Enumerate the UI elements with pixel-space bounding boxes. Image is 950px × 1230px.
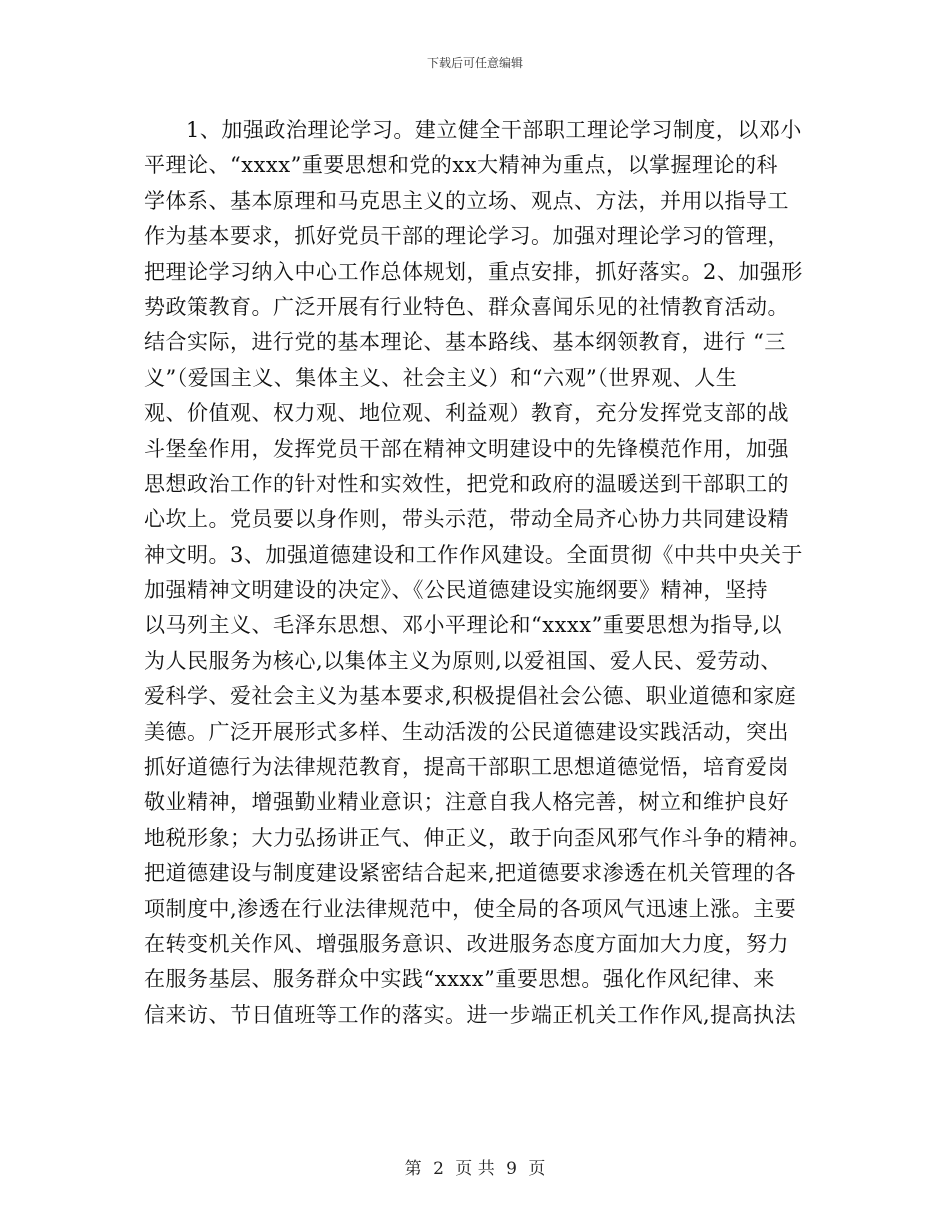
current-page-number: 2: [433, 1159, 444, 1179]
text-line: 观、价值观、权力观、地位观、利益观）教育，充分发挥党支部的战: [144, 401, 789, 426]
text-line: 敬业精神，增强勤业精业意识；注意自我人格完善，树立和维护良好: [144, 790, 789, 815]
text-line: 把理论学习纳入中心工作总体规划，重点安排，抓好落实。2、加强形: [144, 259, 803, 284]
text-line: 美德。广泛开展形式多样、生动活泼的公民道德建设实践活动，突出: [144, 719, 789, 744]
text-line: 项制度中,渗透在行业法律规范中，使全局的各项风气迅速上涨。主要: [144, 896, 797, 921]
text-line: 信来访、节日值班等工作的落实。进一步端正机关工作作风,提高执法: [144, 1002, 797, 1027]
text-line: 思想政治工作的针对性和实效性，把党和政府的温暖送到干部职工的: [144, 471, 789, 496]
text-line: 爱科学、爱社会主义为基本要求,积极提倡社会公德、职业道德和家庭: [144, 684, 797, 709]
text-line: 心坎上。党员要以身作则，带头示范，带动全局齐心协力共同建设精: [144, 507, 789, 532]
page-header: 下载后可任意编辑: [426, 56, 523, 70]
text-line: 结合实际，进行党的基本理论、基本路线、基本纲领教育，进行 “三: [144, 330, 786, 355]
text-line: 义”（爱国主义、集体主义、社会主义）和“六观”（世界观、人生: [144, 365, 738, 390]
text-line: 为人民服务为核心,以集体主义为原则,以爱祖国、爱人民、爱劳动、: [144, 648, 782, 673]
text-line: 平理论、“xxxx”重要思想和党的xx大精神为重点，以掌握理论的科: [144, 153, 779, 178]
text-line: 1、加强政治理论学习。建立健全干部职工理论学习制度，以邓小: [186, 118, 802, 142]
text-line: 抓好道德行为法律规范教育，提高干部职工思想道德觉悟，培育爱岗: [144, 755, 789, 780]
text-line: 在服务基层、服务群众中实践“xxxx”重要思想。强化作风纪律、来: [144, 967, 775, 992]
body-text: [144, 113, 810, 1033]
text-line: 神文明。3、加强道德建设和工作作风建设。全面贯彻《中共中央关于: [144, 542, 803, 567]
text-line: 地税形象；大力弘扬讲正气、伸正义，敢于向歪风邪气作斗争的精神。: [144, 825, 811, 850]
text-line: 斗堡垒作用，发挥党员干部在精神文明建设中的先锋模范作用，加强: [144, 436, 789, 461]
page-label-prefix: 第: [404, 1159, 422, 1179]
text-line: 学体系、基本原理和马克思主义的立场、观点、方法，并用以指导工: [144, 188, 789, 213]
text-line: 势政策教育。广泛开展有行业特色、群众喜闻乐见的社情教育活动。: [144, 294, 789, 319]
text-line: 加强精神文明建设的决定》、《公民道德建设实施纲要》精神，坚持: [144, 578, 768, 603]
page-footer: [0, 1154, 950, 1179]
text-line: 把道德建设与制度建设紧密结合起来,把道德要求渗透在机关管理的各: [144, 861, 797, 886]
page-label-mid: 页 共: [455, 1159, 495, 1179]
total-pages-number: 9: [506, 1159, 517, 1179]
text-line: 作为基本要求，抓好党员干部的理论学习。加强对理论学习的管理，: [144, 224, 789, 249]
page-label-suffix: 页: [528, 1159, 546, 1179]
text-line: 在转变机关作风、增强服务意识、改进服务态度方面加大力度，努力: [144, 931, 789, 956]
text-line: 以马列主义、毛泽东思想、邓小平理论和“xxxx”重要思想为指导,以: [144, 613, 783, 638]
